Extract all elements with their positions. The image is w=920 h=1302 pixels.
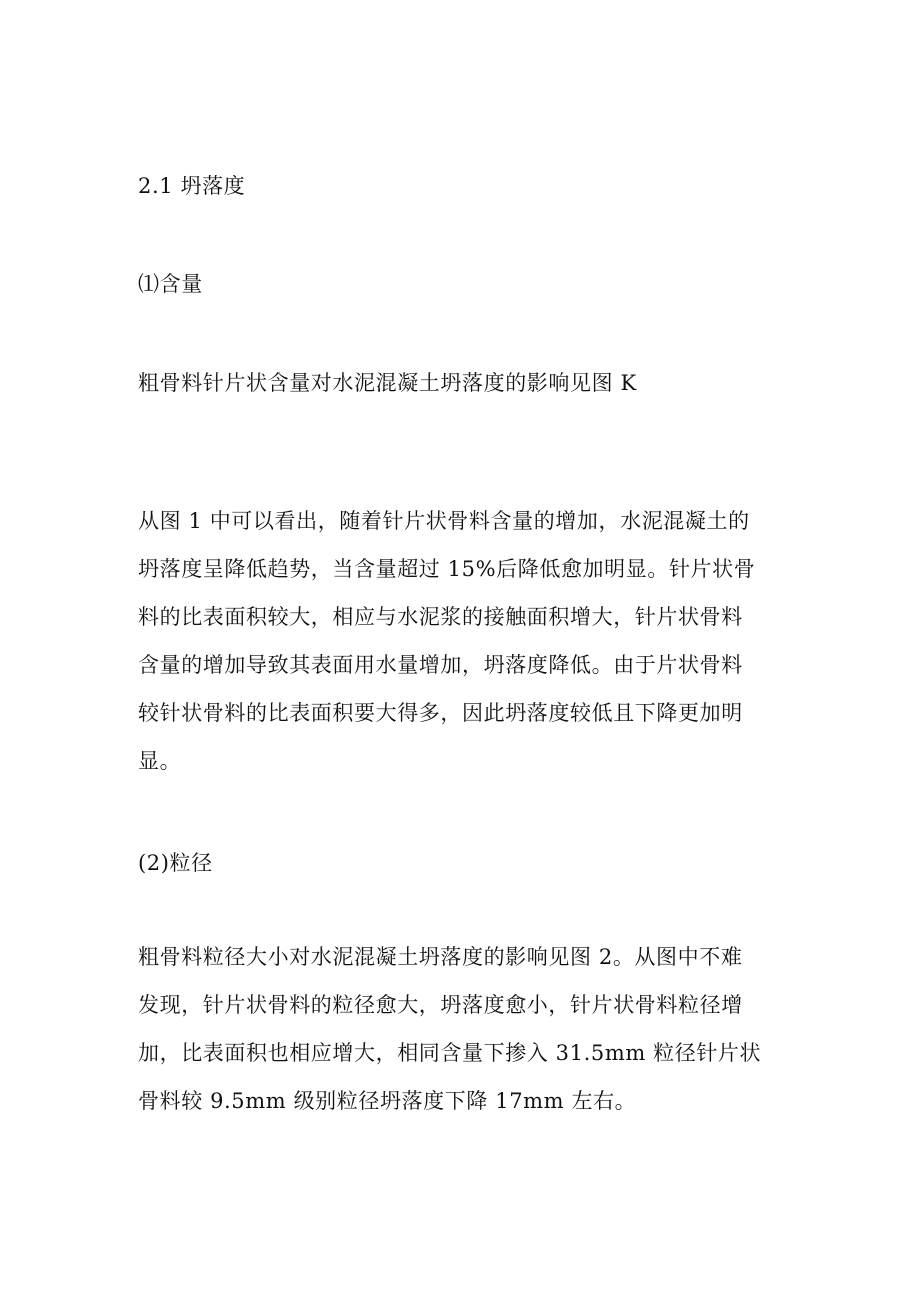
paragraph-line: 发现，针片状骨料的粒径愈大，坍落度愈小，针片状骨料粒径增	[138, 993, 743, 1017]
paragraph-content-analysis	[138, 507, 798, 795]
paragraph-line: 骨料较 9.5mm 级别粒径坍落度下降 17mm 左右。	[138, 1089, 637, 1113]
subsection-title-particle-size: (2)粒径	[138, 851, 213, 875]
section-heading: 2.1 坍落度	[138, 174, 246, 198]
intro-paragraph: 粗骨料针片状含量对水泥混凝土坍落度的影响见图 K	[138, 371, 637, 395]
paragraph-particle-size-analysis	[138, 943, 798, 1135]
paragraph-line: 粗骨料粒径大小对水泥混凝土坍落度的影响见图 2。从图中不难	[138, 945, 743, 969]
subsection-title-content: ⑴含量	[138, 272, 203, 296]
paragraph-line: 较针状骨料的比表面积要大得多，因此坍落度较低且下降更加明	[138, 701, 743, 725]
paragraph-line: 加，比表面积也相应增大，相同含量下掺入 31.5mm 粒径针片状	[138, 1041, 762, 1065]
paragraph-line: 从图 1 中可以看出，随着针片状骨料含量的增加，水泥混凝土的	[138, 509, 750, 533]
paragraph-line: 含量的增加导致其表面用水量增加，坍落度降低。由于片状骨料	[138, 653, 743, 677]
paragraph-line: 坍落度呈降低趋势，当含量超过 15%后降低愈加明显。针片状骨	[138, 557, 756, 581]
paragraph-line: 显。	[138, 749, 182, 773]
paragraph-line: 料的比表面积较大，相应与水泥浆的接触面积增大，针片状骨料	[138, 605, 743, 629]
